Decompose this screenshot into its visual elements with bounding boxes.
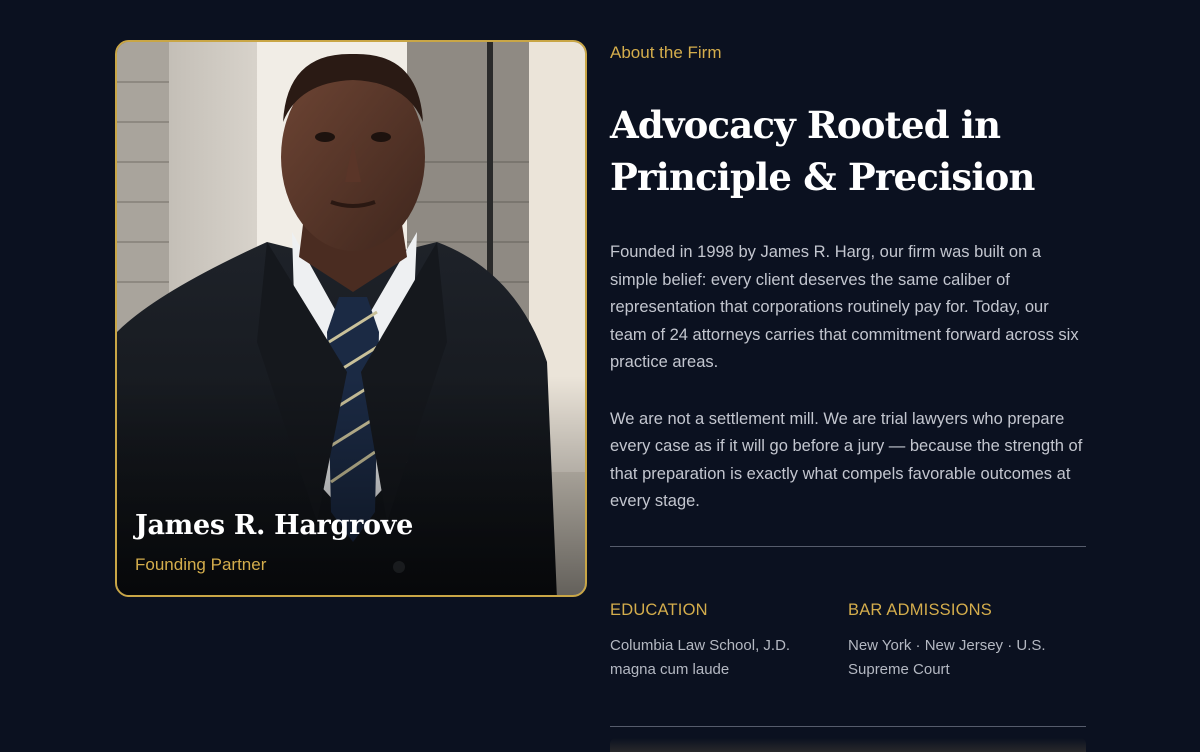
bar-admissions-title: BAR ADMISSIONS — [848, 600, 993, 619]
divider — [610, 726, 1086, 727]
headline-line-1: Advocacy Rooted in — [610, 103, 1001, 147]
bar-admissions-block — [848, 601, 1086, 682]
attorney-role: Founding Partner — [135, 555, 267, 574]
section-headline — [610, 99, 1086, 203]
education-text: Columbia Law School, J.D. magna cum laude — [610, 636, 791, 678]
about-paragraph-1: Founded in 1998 by James R. Harg, our firm was built on a simple belief: every client deserves the same caliber of representation that corporations routinely pay for. Today, our team of 24 attorneys carries that commitment forward across six practice areas. — [610, 243, 1079, 371]
education-title: EDUCATION — [610, 600, 708, 619]
divider — [610, 546, 1086, 547]
photo-caption — [135, 510, 413, 575]
section-eyebrow: About the Firm — [610, 43, 722, 62]
bar-admissions-text: New York · New Jersey · U.S. Supreme Court — [848, 636, 1046, 678]
education-block — [610, 601, 848, 682]
attorney-photo-card — [115, 40, 587, 597]
headline-line-2: Principle & Precision — [610, 155, 1035, 199]
attorney-name: James R. Hargrove — [135, 510, 413, 541]
about-content — [610, 40, 1086, 727]
next-section-edge — [610, 738, 1086, 752]
credentials-row — [610, 601, 1086, 682]
about-paragraph-2: We are not a settlement mill. We are trial lawyers who prepare every case as if it will go before a jury — because the strength of that preparation is exactly what compels favorable outcomes at every stage. — [610, 409, 1083, 510]
